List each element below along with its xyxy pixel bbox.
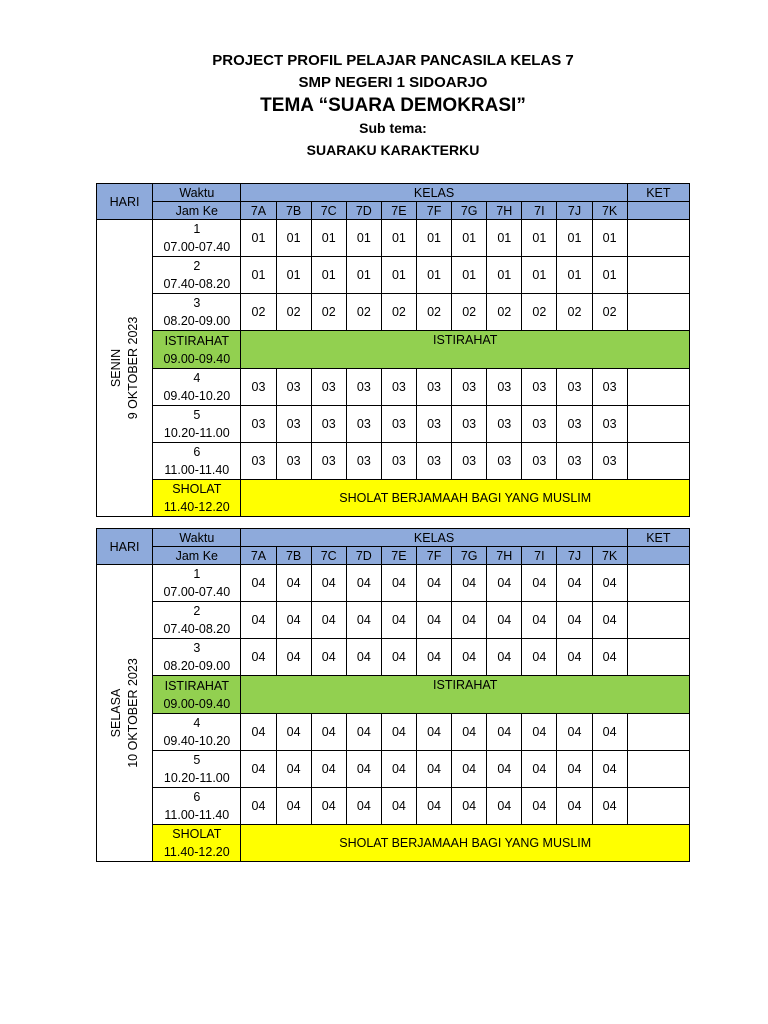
- kelas-header: KELAS: [241, 529, 627, 547]
- class-value: 03: [346, 406, 381, 443]
- jam-cell: [153, 294, 241, 331]
- table-row: [97, 369, 690, 406]
- istirahat-time: 09.00-09.40: [163, 351, 231, 366]
- class-value: 04: [241, 639, 276, 676]
- class-value: 01: [346, 220, 381, 257]
- waktu-header: Waktu: [153, 529, 241, 547]
- class-value: 04: [487, 751, 522, 788]
- jam-time: 07.00-07.40: [163, 240, 231, 254]
- class-value: 04: [417, 714, 452, 751]
- class-value: 04: [417, 751, 452, 788]
- class-value: 01: [417, 257, 452, 294]
- class-header-7e: 7E: [381, 547, 416, 565]
- ket-cell: [627, 751, 689, 788]
- hari-header: HARI: [97, 184, 153, 220]
- jam-cell: [153, 714, 241, 751]
- class-value: 04: [241, 714, 276, 751]
- class-value: 04: [311, 714, 346, 751]
- class-header-7a: 7A: [241, 547, 276, 565]
- class-value: 03: [346, 443, 381, 480]
- class-value: 04: [346, 565, 381, 602]
- class-value: 01: [417, 220, 452, 257]
- class-value: 04: [557, 639, 592, 676]
- class-header-7k: 7K: [592, 202, 627, 220]
- class-value: 03: [276, 369, 311, 406]
- title-line-1: PROJECT PROFIL PELAJAR PANCASILA KELAS 7: [212, 52, 574, 69]
- class-value: 04: [311, 639, 346, 676]
- class-header-7j: 7J: [557, 547, 592, 565]
- class-value: 04: [276, 602, 311, 639]
- jam-ke-header: Jam Ke: [153, 202, 241, 220]
- title-line-2: SMP NEGERI 1 SIDOARJO: [298, 74, 488, 91]
- ket-header-blank: [627, 547, 689, 565]
- class-value: 04: [311, 602, 346, 639]
- theme-title: TEMA “SUARA DEMOKRASI”: [260, 95, 526, 116]
- jam-time: 10.20-11.00: [163, 426, 230, 440]
- day-label-cell: [97, 220, 153, 517]
- class-value: 04: [452, 714, 487, 751]
- class-value: 04: [346, 602, 381, 639]
- sholat-row: [97, 480, 690, 517]
- ket-cell: [627, 639, 689, 676]
- class-value: 01: [276, 220, 311, 257]
- day-date: 10 OKTOBER 2023: [125, 658, 140, 768]
- kelas-header: KELAS: [241, 184, 627, 202]
- jam-time: 10.20-11.00: [163, 771, 230, 785]
- class-value: 03: [381, 406, 416, 443]
- jam-time: 07.00-07.40: [163, 585, 231, 599]
- class-value: 03: [417, 443, 452, 480]
- sholat-label-cell: [153, 825, 241, 862]
- class-value: 04: [346, 788, 381, 825]
- class-value: 04: [487, 639, 522, 676]
- class-value: 04: [592, 751, 627, 788]
- day-label: [108, 658, 142, 768]
- class-header-7h: 7H: [487, 202, 522, 220]
- class-value: 03: [487, 406, 522, 443]
- class-value: 01: [276, 257, 311, 294]
- class-value: 04: [276, 751, 311, 788]
- class-value: 02: [241, 294, 276, 331]
- subtheme-title: SUARAKU KARAKTERKU: [306, 142, 480, 158]
- class-value: 03: [381, 369, 416, 406]
- jam-time: 09.40-10.20: [163, 389, 231, 403]
- class-value: 04: [522, 565, 557, 602]
- class-value: 03: [276, 443, 311, 480]
- istirahat-label-cell: [153, 676, 241, 714]
- jam-number: 6: [193, 445, 201, 459]
- class-value: 04: [276, 639, 311, 676]
- class-value: 02: [452, 294, 487, 331]
- jam-number: 3: [193, 641, 201, 655]
- schedule-table-selasa: [96, 528, 690, 862]
- ket-cell: [627, 406, 689, 443]
- class-value: 01: [522, 257, 557, 294]
- class-value: 04: [452, 751, 487, 788]
- istirahat-time: 09.00-09.40: [163, 696, 231, 711]
- class-value: 03: [487, 443, 522, 480]
- class-value: 01: [452, 257, 487, 294]
- class-header-7k: 7K: [592, 547, 627, 565]
- jam-number: 5: [193, 408, 201, 422]
- ket-cell: [627, 220, 689, 257]
- class-value: 01: [557, 220, 592, 257]
- class-value: 03: [452, 443, 487, 480]
- class-value: 04: [417, 602, 452, 639]
- class-value: 03: [557, 369, 592, 406]
- table-row: [97, 602, 690, 639]
- jam-time: 09.40-10.20: [163, 734, 231, 748]
- class-value: 03: [417, 369, 452, 406]
- class-value: 04: [381, 639, 416, 676]
- class-value: 01: [241, 257, 276, 294]
- istirahat-label-cell: [153, 331, 241, 369]
- class-value: 04: [346, 639, 381, 676]
- class-value: 02: [417, 294, 452, 331]
- class-value: 01: [311, 220, 346, 257]
- class-header-row: [97, 202, 690, 220]
- jam-number: 1: [193, 567, 201, 581]
- class-value: 04: [487, 714, 522, 751]
- class-value: 03: [311, 406, 346, 443]
- class-header-7a: 7A: [241, 202, 276, 220]
- table-row: [97, 751, 690, 788]
- class-value: 04: [522, 602, 557, 639]
- hari-header: HARI: [97, 529, 153, 565]
- ket-cell: [627, 714, 689, 751]
- jam-cell: [153, 369, 241, 406]
- class-header-7i: 7I: [522, 547, 557, 565]
- class-value: 04: [311, 565, 346, 602]
- class-value: 04: [381, 788, 416, 825]
- jam-time: 08.20-09.00: [163, 659, 231, 673]
- jam-time: 07.40-08.20: [163, 622, 231, 636]
- istirahat-row: [97, 676, 690, 714]
- class-value: 04: [381, 714, 416, 751]
- class-value: 04: [592, 714, 627, 751]
- class-header-7c: 7C: [311, 547, 346, 565]
- day-label: [108, 317, 142, 420]
- table-row: [97, 220, 690, 257]
- table-row: [97, 714, 690, 751]
- jam-time: 07.40-08.20: [163, 277, 231, 291]
- class-value: 04: [522, 639, 557, 676]
- ket-cell: [627, 602, 689, 639]
- class-value: 02: [557, 294, 592, 331]
- table-row: [97, 257, 690, 294]
- class-value: 01: [487, 257, 522, 294]
- jam-number: 5: [193, 753, 201, 767]
- istirahat-banner: ISTIRAHAT: [241, 676, 690, 714]
- class-value: 04: [241, 751, 276, 788]
- class-value: 04: [592, 788, 627, 825]
- day-label-cell: [97, 565, 153, 862]
- istirahat-label: ISTIRAHAT: [164, 333, 229, 348]
- class-value: 04: [276, 565, 311, 602]
- class-value: 03: [346, 369, 381, 406]
- class-value: 04: [557, 751, 592, 788]
- class-value: 01: [487, 220, 522, 257]
- istirahat-banner: ISTIRAHAT: [241, 331, 690, 369]
- class-header-7j: 7J: [557, 202, 592, 220]
- class-value: 04: [452, 788, 487, 825]
- class-value: 03: [241, 406, 276, 443]
- class-value: 04: [311, 751, 346, 788]
- class-value: 02: [381, 294, 416, 331]
- class-value: 04: [381, 565, 416, 602]
- class-value: 03: [592, 443, 627, 480]
- class-value: 01: [557, 257, 592, 294]
- class-header-row: [97, 547, 690, 565]
- class-value: 02: [346, 294, 381, 331]
- class-value: 04: [452, 602, 487, 639]
- class-value: 03: [452, 406, 487, 443]
- class-value: 01: [452, 220, 487, 257]
- class-value: 03: [311, 369, 346, 406]
- subtheme-label: Sub tema:: [359, 120, 427, 136]
- jam-cell: [153, 220, 241, 257]
- class-value: 04: [311, 788, 346, 825]
- table-row: [97, 788, 690, 825]
- jam-cell: [153, 565, 241, 602]
- class-value: 04: [487, 602, 522, 639]
- class-value: 01: [241, 220, 276, 257]
- jam-cell: [153, 602, 241, 639]
- table-row: [97, 294, 690, 331]
- header-row: [97, 529, 690, 547]
- class-value: 04: [276, 714, 311, 751]
- ket-cell: [627, 788, 689, 825]
- class-value: 04: [592, 565, 627, 602]
- sholat-row: [97, 825, 690, 862]
- class-value: 03: [487, 369, 522, 406]
- class-value: 04: [241, 788, 276, 825]
- class-value: 03: [311, 443, 346, 480]
- class-value: 01: [592, 220, 627, 257]
- class-value: 04: [487, 788, 522, 825]
- jam-number: 4: [193, 716, 201, 730]
- sholat-banner: SHOLAT BERJAMAAH BAGI YANG MUSLIM: [241, 480, 690, 517]
- class-header-7h: 7H: [487, 547, 522, 565]
- jam-ke-header: Jam Ke: [153, 547, 241, 565]
- table-row: [97, 406, 690, 443]
- class-header-7g: 7G: [452, 202, 487, 220]
- istirahat-label: ISTIRAHAT: [164, 678, 229, 693]
- class-value: 04: [557, 565, 592, 602]
- class-value: 01: [346, 257, 381, 294]
- jam-cell: [153, 257, 241, 294]
- class-header-7i: 7I: [522, 202, 557, 220]
- jam-cell: [153, 751, 241, 788]
- class-value: 04: [276, 788, 311, 825]
- class-value: 01: [381, 220, 416, 257]
- schedule-table-senin: [96, 183, 690, 517]
- class-value: 04: [557, 714, 592, 751]
- class-header-7b: 7B: [276, 547, 311, 565]
- jam-time: 11.00-11.40: [164, 463, 230, 477]
- class-value: 03: [381, 443, 416, 480]
- day-date: 9 OKTOBER 2023: [125, 316, 140, 420]
- ket-header: KET: [627, 184, 689, 202]
- class-value: 03: [452, 369, 487, 406]
- class-value: 04: [452, 639, 487, 676]
- class-value: 04: [241, 602, 276, 639]
- class-value: 03: [592, 406, 627, 443]
- class-value: 04: [522, 714, 557, 751]
- class-value: 04: [417, 565, 452, 602]
- class-value: 04: [381, 751, 416, 788]
- class-value: 02: [276, 294, 311, 331]
- class-value: 03: [241, 369, 276, 406]
- sholat-time: 11.40-12.20: [163, 500, 230, 514]
- jam-number: 2: [193, 259, 201, 273]
- class-value: 02: [487, 294, 522, 331]
- class-value: 01: [592, 257, 627, 294]
- class-header-7f: 7F: [417, 547, 452, 565]
- class-value: 01: [311, 257, 346, 294]
- class-header-7b: 7B: [276, 202, 311, 220]
- ket-cell: [627, 565, 689, 602]
- class-value: 03: [557, 443, 592, 480]
- sholat-banner: SHOLAT BERJAMAAH BAGI YANG MUSLIM: [241, 825, 690, 862]
- sholat-label-cell: [153, 480, 241, 517]
- class-value: 04: [417, 788, 452, 825]
- class-value: 04: [557, 788, 592, 825]
- class-value: 04: [241, 565, 276, 602]
- jam-time: 08.20-09.00: [163, 314, 231, 328]
- ket-cell: [627, 369, 689, 406]
- ket-header-blank: [627, 202, 689, 220]
- class-value: 03: [522, 443, 557, 480]
- class-value: 03: [276, 406, 311, 443]
- istirahat-row: [97, 331, 690, 369]
- jam-number: 1: [193, 222, 201, 236]
- ket-header: KET: [627, 529, 689, 547]
- jam-cell: [153, 406, 241, 443]
- class-header-7g: 7G: [452, 547, 487, 565]
- class-header-7d: 7D: [346, 547, 381, 565]
- class-value: 04: [592, 639, 627, 676]
- class-value: 03: [522, 369, 557, 406]
- class-value: 04: [487, 565, 522, 602]
- class-value: 04: [381, 602, 416, 639]
- waktu-header: Waktu: [153, 184, 241, 202]
- class-value: 04: [522, 788, 557, 825]
- day-name: SENIN: [108, 348, 123, 388]
- ket-cell: [627, 257, 689, 294]
- sholat-label: SHOLAT: [172, 482, 222, 496]
- class-value: 02: [311, 294, 346, 331]
- jam-number: 6: [193, 790, 201, 804]
- table-row: [97, 639, 690, 676]
- ket-cell: [627, 294, 689, 331]
- class-value: 04: [452, 565, 487, 602]
- class-value: 02: [592, 294, 627, 331]
- class-value: 03: [241, 443, 276, 480]
- jam-cell: [153, 639, 241, 676]
- class-header-7c: 7C: [311, 202, 346, 220]
- class-value: 01: [381, 257, 416, 294]
- jam-number: 3: [193, 296, 201, 310]
- header-row: [97, 184, 690, 202]
- jam-time: 11.00-11.40: [164, 808, 230, 822]
- class-value: 03: [417, 406, 452, 443]
- class-value: 04: [346, 714, 381, 751]
- class-value: 03: [522, 406, 557, 443]
- table-row: [97, 565, 690, 602]
- class-value: 04: [522, 751, 557, 788]
- class-value: 01: [522, 220, 557, 257]
- table-row: [97, 443, 690, 480]
- day-name: SELASA: [108, 688, 123, 738]
- class-value: 04: [592, 602, 627, 639]
- jam-cell: [153, 443, 241, 480]
- class-header-7f: 7F: [417, 202, 452, 220]
- ket-cell: [627, 443, 689, 480]
- class-value: 04: [557, 602, 592, 639]
- class-value: 03: [592, 369, 627, 406]
- jam-number: 4: [193, 371, 201, 385]
- class-value: 04: [346, 751, 381, 788]
- jam-cell: [153, 788, 241, 825]
- class-header-7d: 7D: [346, 202, 381, 220]
- sholat-time: 11.40-12.20: [163, 845, 230, 859]
- jam-number: 2: [193, 604, 201, 618]
- class-value: 04: [417, 639, 452, 676]
- sholat-label: SHOLAT: [172, 827, 222, 841]
- class-header-7e: 7E: [381, 202, 416, 220]
- class-value: 02: [522, 294, 557, 331]
- class-value: 03: [557, 406, 592, 443]
